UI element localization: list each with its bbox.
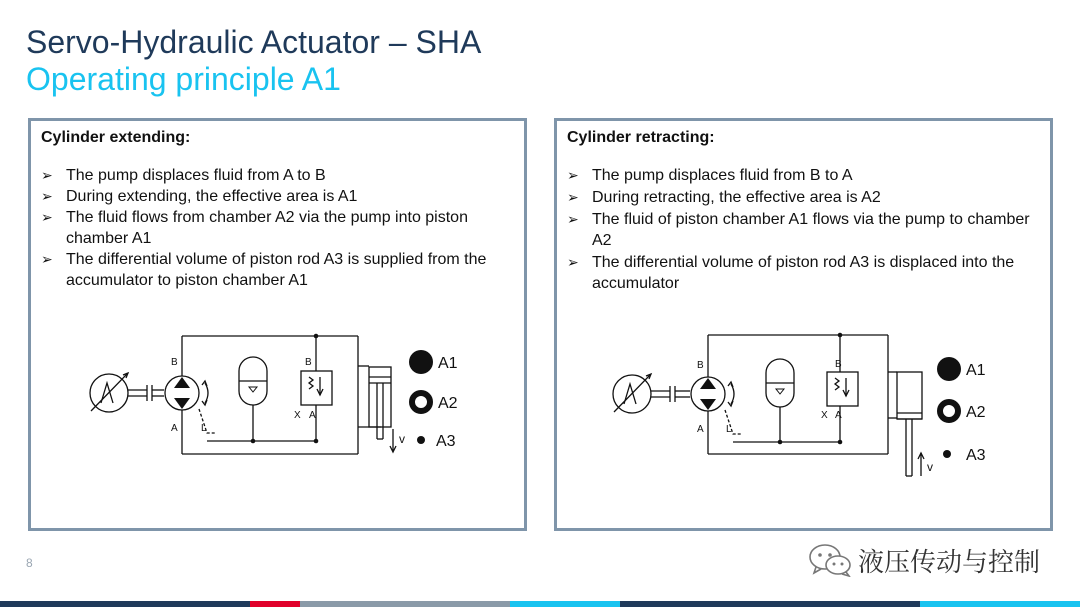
watermark — [808, 540, 1040, 580]
port-a-label: A — [697, 424, 704, 435]
bullet-text: The differential volume of piston rod A3 is supplied from the accumulator to piston chamber A1 — [66, 251, 487, 289]
legend-a3-label: A3 — [436, 433, 456, 450]
valve-a-label: A — [309, 410, 316, 421]
bullet-text: During extending, the effective area is A1 — [66, 188, 358, 205]
port-l-label: L — [201, 423, 207, 434]
legend-a2-label: A2 — [438, 395, 458, 412]
valve-x-label: X — [821, 410, 828, 421]
hydraulic-circuit-diagram-retracting — [557, 121, 1050, 528]
port-a-label: A — [171, 423, 178, 434]
wechat-icon — [808, 543, 852, 577]
panel-heading: Cylinder extending: — [41, 129, 191, 146]
slide-subtitle: Operating principle A1 — [26, 61, 341, 97]
valve-b-label: B — [835, 359, 842, 370]
area-a3-symbol — [417, 436, 425, 444]
area-a1-symbol — [937, 357, 961, 381]
bullet-text: The fluid flows from chamber A2 via the pump into piston chamber A1 — [66, 209, 468, 247]
pump-triangle-bottom — [700, 399, 716, 410]
legend-a2-label: A2 — [966, 404, 986, 421]
valve-a-label: A — [835, 410, 842, 421]
arrow-bullet-icon: ➢ — [41, 188, 53, 204]
watermark-text: 液压传动与控制 — [858, 547, 1041, 578]
arrow-bullet-icon: ➢ — [41, 209, 53, 225]
panel-cylinder-extending — [28, 118, 527, 531]
pump-triangle-bottom — [174, 398, 190, 409]
arrow-bullet-icon: ➢ — [567, 167, 579, 183]
valve-icon — [827, 372, 858, 406]
velocity-label: v — [399, 432, 405, 446]
arrow-bullet-icon: ➢ — [567, 254, 579, 270]
legend-a1-label: A1 — [438, 355, 458, 372]
bullet-text: The fluid of piston chamber A1 flows via the pump to chamber A2 — [592, 211, 1030, 249]
pump-triangle-top — [174, 377, 190, 388]
velocity-label: v — [927, 460, 933, 474]
bullet-text: The pump displaces fluid from A to B — [66, 167, 326, 184]
bullet-text: The differential volume of piston rod A3 is displaced into the accumulator — [592, 254, 1015, 292]
valve-x-label: X — [294, 410, 301, 421]
area-a3-symbol — [943, 450, 951, 458]
pump-triangle-top — [700, 378, 716, 389]
arrow-bullet-icon: ➢ — [41, 167, 53, 183]
panel-heading: Cylinder retracting: — [567, 129, 715, 146]
area-a2-symbol — [412, 393, 430, 411]
hydraulic-circuit-diagram-extending — [31, 121, 524, 528]
cylinder-icon — [897, 372, 922, 419]
valve-b-label: B — [305, 357, 312, 368]
port-b-label: B — [171, 357, 178, 368]
legend-a1-label: A1 — [966, 362, 986, 379]
legend-a3-label: A3 — [966, 447, 986, 464]
footer-color-bar — [0, 601, 1080, 607]
valve-icon — [301, 371, 332, 405]
port-l-label: L — [726, 424, 732, 435]
port-b-label: B — [697, 360, 704, 371]
panel-cylinder-retracting — [554, 118, 1053, 531]
bullet-text: During retracting, the effective area is A2 — [592, 189, 881, 206]
page-number: 8 — [26, 556, 33, 570]
cylinder-icon — [369, 367, 391, 427]
area-a1-symbol — [409, 350, 433, 374]
area-a2-symbol — [940, 402, 958, 420]
arrow-bullet-icon: ➢ — [41, 251, 53, 267]
bullet-text: The pump displaces fluid from B to A — [592, 167, 853, 184]
arrow-bullet-icon: ➢ — [567, 189, 579, 205]
slide-title: Servo-Hydraulic Actuator – SHA — [26, 24, 482, 60]
arrow-bullet-icon: ➢ — [567, 211, 579, 227]
